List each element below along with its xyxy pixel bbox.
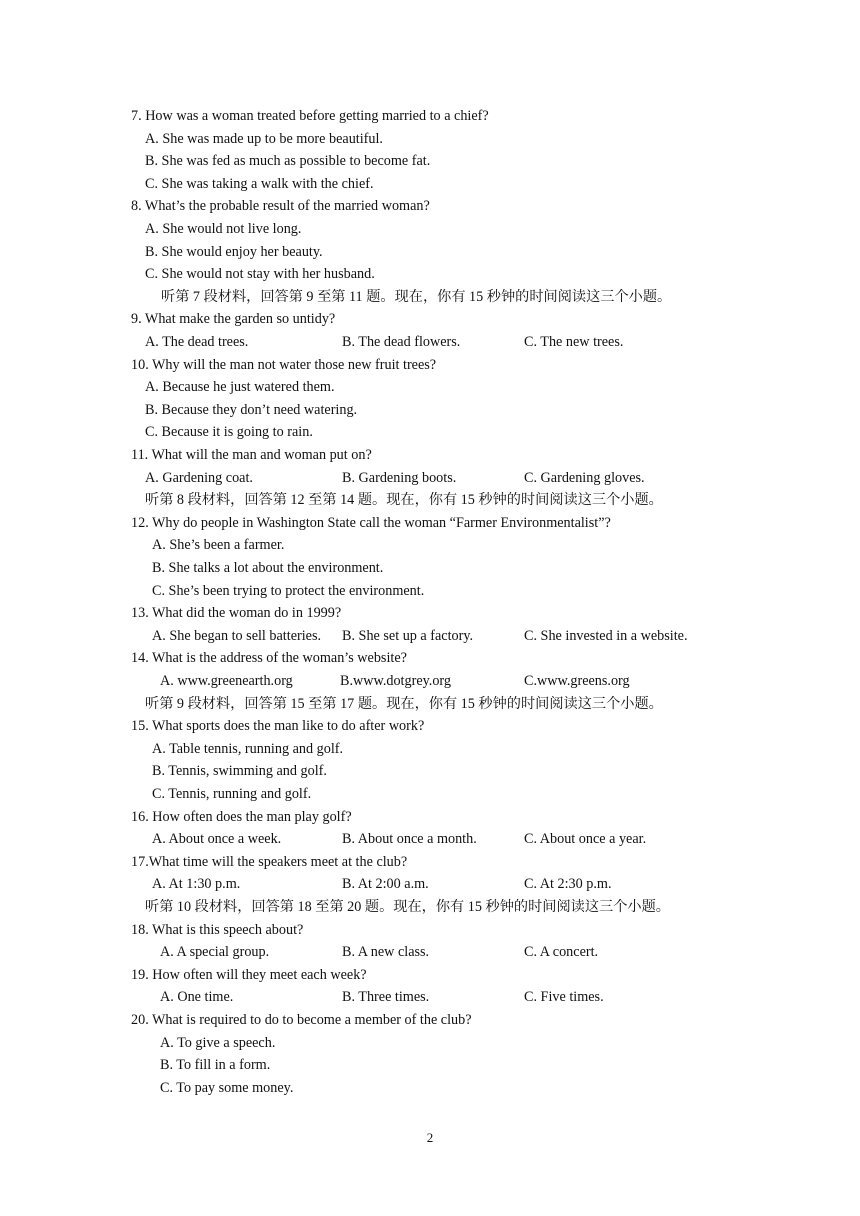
answer-option: A. Gardening coat. — [145, 470, 253, 486]
answer-option: C. About once a year. — [524, 831, 647, 847]
answer-option: B. Gardening boots. — [342, 470, 457, 486]
answer-option: C. She invested in a website. — [524, 628, 688, 644]
question-text: 8. What’s the probable result of the married woman? — [131, 198, 430, 214]
answer-option: C. She was taking a walk with the chief. — [145, 176, 374, 192]
answer-option: C. She’s been trying to protect the environment. — [152, 583, 425, 599]
answer-option: A. www.greenearth.org — [160, 673, 293, 689]
section-instruction: 听第 10 段材料，回答第 18 至第 20 题。现在，你有 15 秒钟的时间阅读这三个小题。 — [145, 899, 670, 915]
answer-option: A. To give a speech. — [160, 1035, 276, 1051]
answer-option: C. A concert. — [524, 944, 599, 960]
answer-option: A. She was made up to be more beautiful. — [145, 131, 383, 147]
question-text: 9. What make the garden so untidy? — [131, 311, 336, 327]
answer-option: A. The dead trees. — [145, 334, 249, 350]
answer-option: A. She would not live long. — [145, 221, 302, 237]
answer-option: C. Because it is going to rain. — [145, 424, 313, 440]
answer-option: C. Tennis, running and golf. — [152, 786, 312, 802]
question-text: 17.What time will the speakers meet at the club? — [131, 854, 408, 870]
question-text: 7. How was a woman treated before getting married to a chief? — [131, 108, 489, 124]
question-text: 13. What did the woman do in 1999? — [131, 605, 342, 621]
answer-option: A. A special group. — [160, 944, 270, 960]
page-number: 2 — [426, 1130, 434, 1145]
question-text: 14. What is the address of the woman’s website? — [131, 650, 407, 666]
section-instruction: 听第 7 段材料，回答第 9 至第 11 题。现在，你有 15 秒钟的时间阅读这三个小题。 — [161, 289, 672, 305]
answer-option: B.www.dotgrey.org — [340, 673, 451, 689]
answer-option: B. Three times. — [342, 989, 430, 1005]
answer-option: A. She began to sell batteries. — [152, 628, 322, 644]
answer-option: C. The new trees. — [524, 334, 624, 350]
answer-option: C. Gardening gloves. — [524, 470, 645, 486]
question-text: 15. What sports does the man like to do after work? — [131, 718, 425, 734]
answer-option: A. Table tennis, running and golf. — [152, 741, 344, 757]
answer-option: C. To pay some money. — [160, 1080, 294, 1096]
answer-option: B. She was fed as much as possible to become fat. — [145, 153, 431, 169]
answer-option: B. She would enjoy her beauty. — [145, 244, 323, 260]
answer-option: A. About once a week. — [152, 831, 282, 847]
section-instruction: 听第 8 段材料，回答第 12 至第 14 题。现在，你有 15 秒钟的时间阅读这三个小题。 — [145, 492, 663, 508]
question-text: 10. Why will the man not water those new fruit trees? — [131, 357, 437, 373]
question-text: 12. Why do people in Washington State call the woman “Farmer Environmentalist”? — [131, 515, 611, 531]
answer-option: C. Five times. — [524, 989, 604, 1005]
question-text: 18. What is this speech about? — [131, 922, 304, 938]
answer-option: B. To fill in a form. — [160, 1057, 271, 1073]
answer-option: C.www.greens.org — [524, 673, 630, 689]
section-instruction: 听第 9 段材料，回答第 15 至第 17 题。现在，你有 15 秒钟的时间阅读这三个小题。 — [145, 696, 663, 712]
question-text: 11. What will the man and woman put on? — [131, 447, 372, 463]
answer-option: A. She’s been a farmer. — [152, 537, 285, 553]
answer-option: B. She set up a factory. — [342, 628, 474, 644]
answer-option: C. At 2:30 p.m. — [524, 876, 612, 892]
answer-option: B. At 2:00 a.m. — [342, 876, 429, 892]
answer-option: A. One time. — [160, 989, 234, 1005]
question-text: 19. How often will they meet each week? — [131, 967, 367, 983]
answer-option: B. Tennis, swimming and golf. — [152, 763, 327, 779]
answer-option: B. The dead flowers. — [342, 334, 461, 350]
question-text: 20. What is required to do to become a member of the club? — [131, 1012, 472, 1028]
answer-option: C. She would not stay with her husband. — [145, 266, 375, 282]
answer-option: B. Because they don’t need watering. — [145, 402, 358, 418]
question-text: 16. How often does the man play golf? — [131, 809, 352, 825]
answer-option: B. About once a month. — [342, 831, 477, 847]
answer-option: A. At 1:30 p.m. — [152, 876, 241, 892]
answer-option: A. Because he just watered them. — [145, 379, 335, 395]
answer-option: B. She talks a lot about the environment. — [152, 560, 384, 576]
answer-option: B. A new class. — [342, 944, 430, 960]
